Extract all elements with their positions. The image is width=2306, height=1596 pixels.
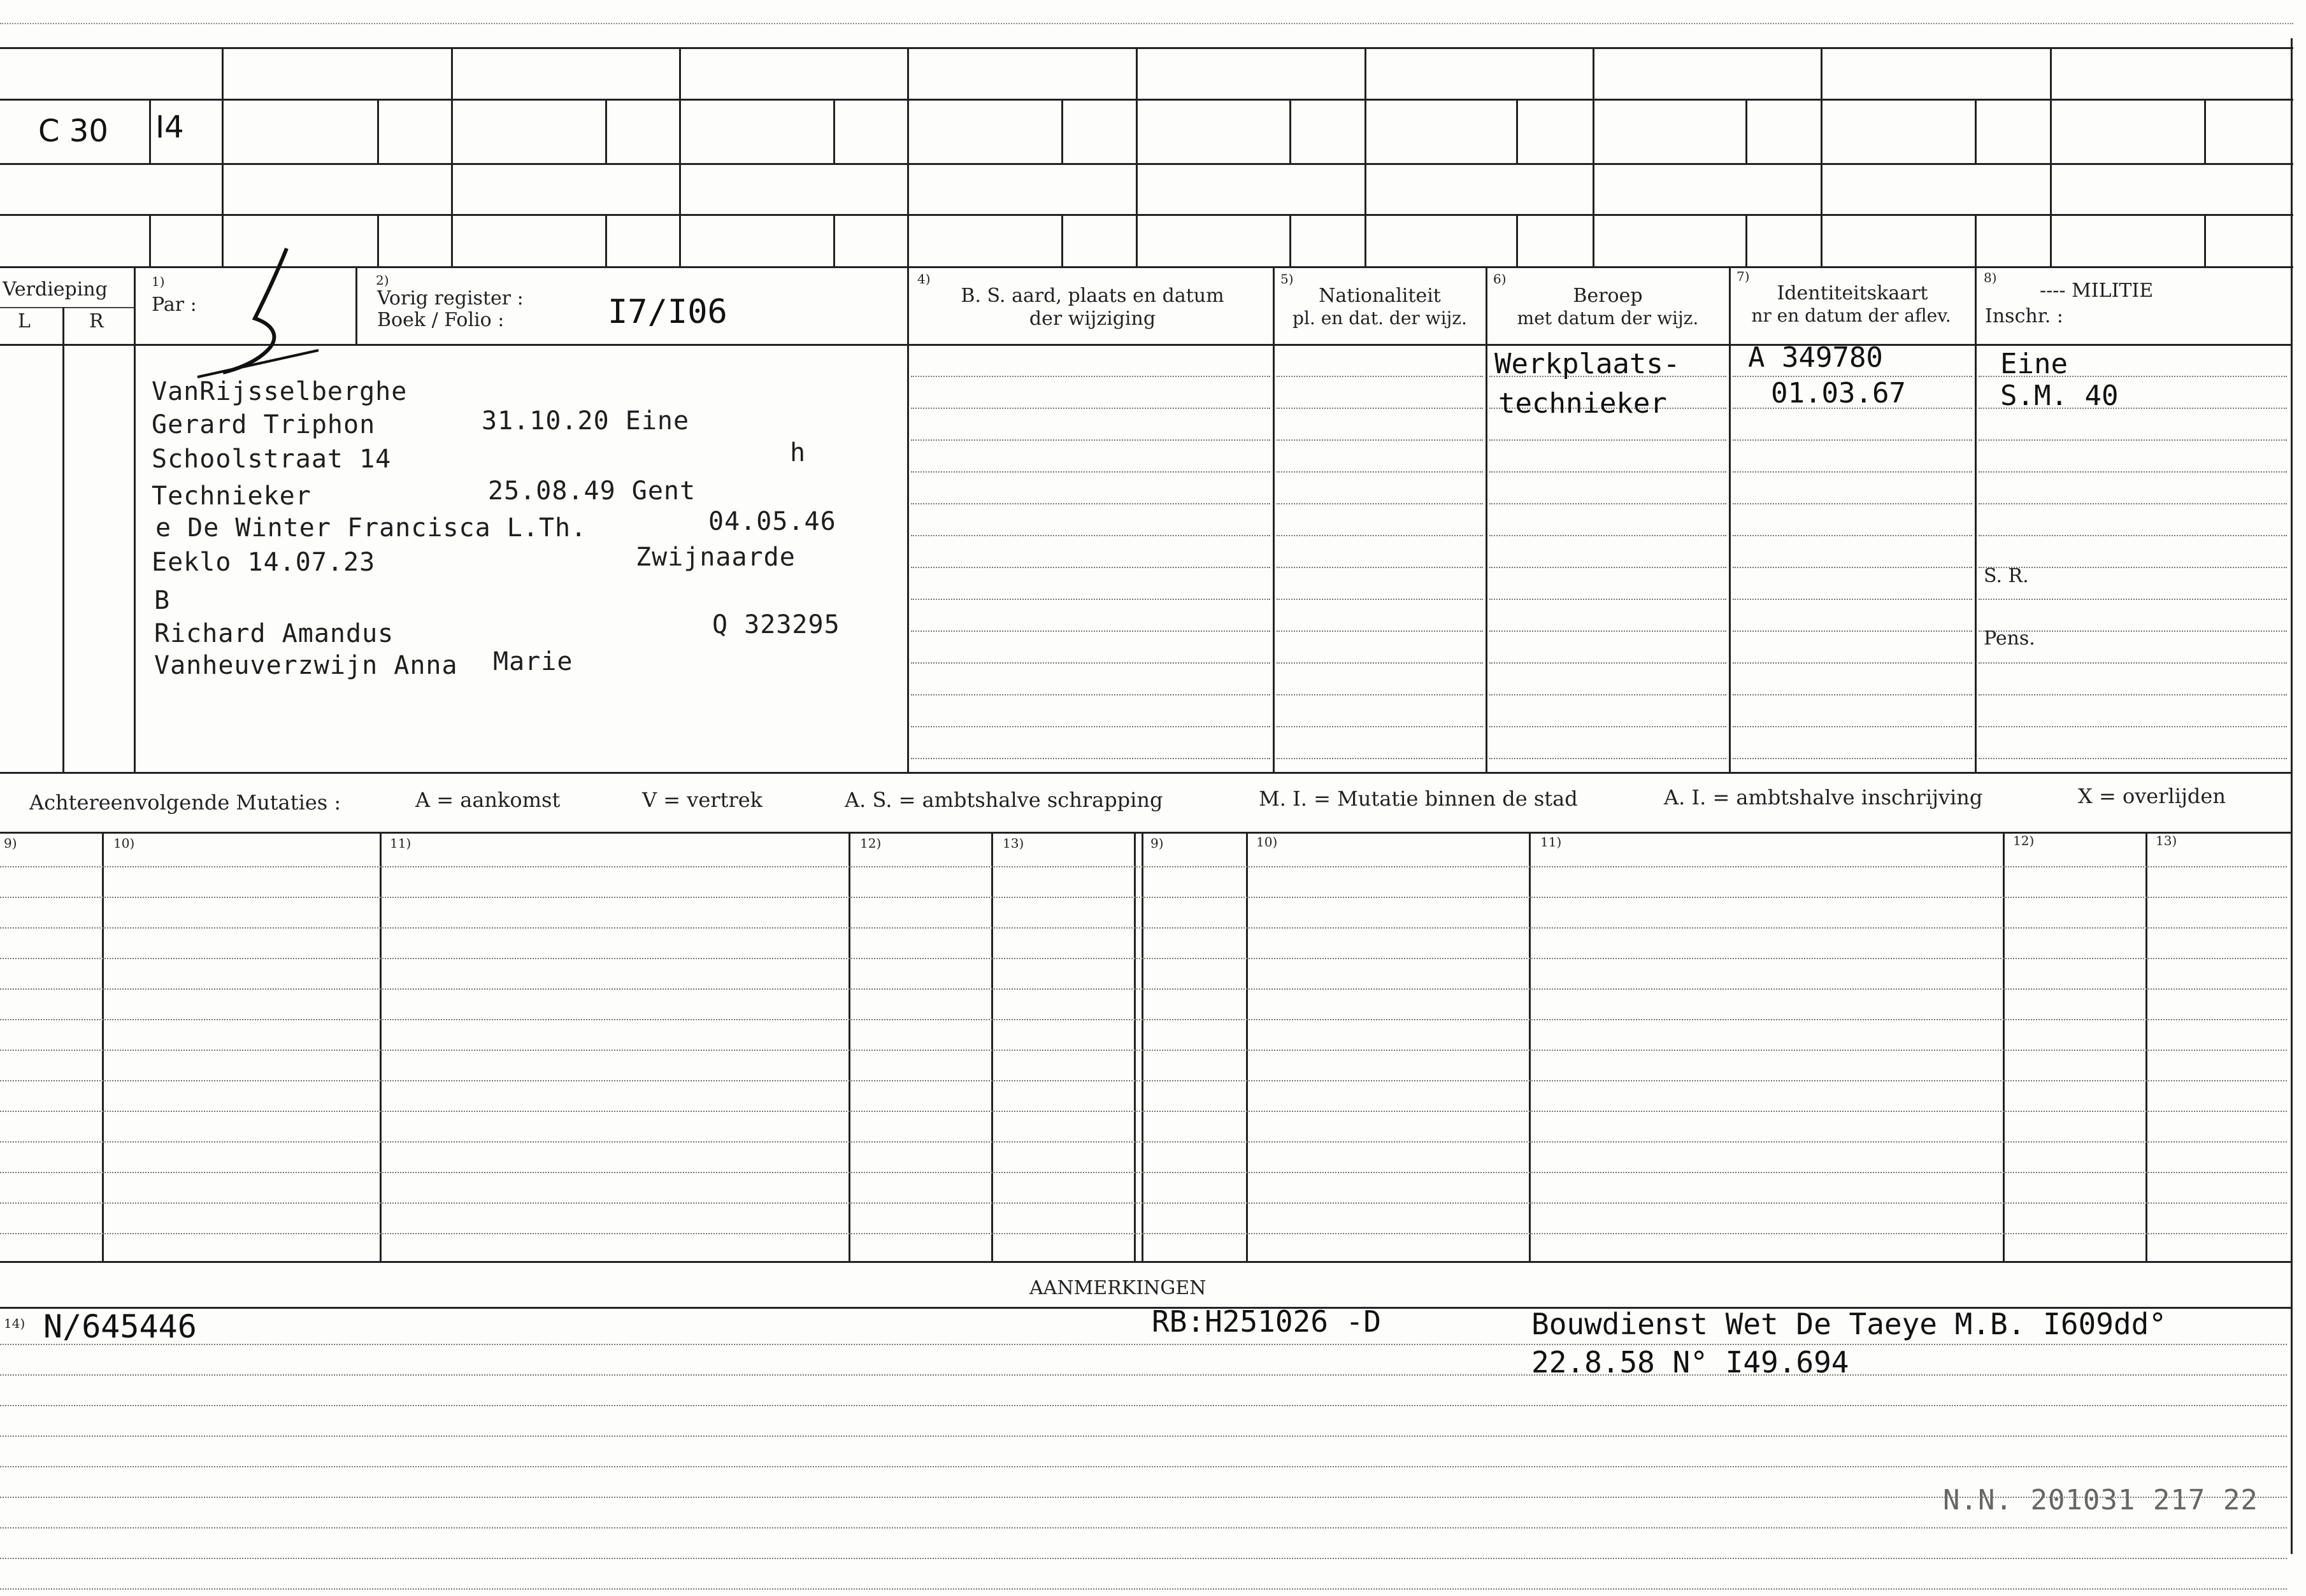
dotted-rule	[0, 866, 2287, 867]
dotted-rule	[0, 1527, 2287, 1528]
folio-value: I7/I06	[608, 293, 727, 331]
militie-number: 8)	[1984, 270, 1997, 285]
dotted-rule	[0, 927, 2287, 929]
nat-label-2: pl. en dat. der wijz.	[1293, 308, 1467, 329]
inschr-label: Inschr. :	[1985, 305, 2063, 327]
rb-code: RB:H251026 -D	[1152, 1304, 1382, 1339]
floor-left-label: L	[18, 310, 31, 332]
dotted-rule	[911, 567, 1270, 568]
par-number: 1)	[152, 274, 165, 289]
building-number: I4	[155, 110, 184, 145]
bs-label-2: der wijziging	[1029, 308, 1156, 330]
legend-mi: M. I. = Mutatie binnen de stad	[1259, 787, 1578, 811]
legend-v: V = vertrek	[642, 788, 763, 812]
dotted-rule	[1277, 726, 1483, 727]
dotted-rule	[1979, 694, 2287, 695]
dotted-rule	[1489, 439, 1726, 441]
dotted-rule	[0, 1588, 2287, 1590]
dotted-rule	[1489, 662, 1726, 664]
spouse-name: e De Winter Francisca L.Th.	[155, 513, 587, 543]
dotted-rule	[911, 376, 1270, 377]
militie-label: ---- MILITIE	[2040, 280, 2154, 302]
remarks-note-1: Bouwdienst Wet De Taeye M.B. I609dd°	[1531, 1307, 2166, 1341]
id-label-2: nr en datum der aflev.	[1751, 305, 1951, 326]
footer-code: N.N. 201031 217 22	[1943, 1484, 2258, 1516]
vorig-register-label: Vorig register :	[377, 287, 524, 310]
dotted-rule	[1277, 471, 1483, 473]
boek-folio-label: Boek / Folio :	[377, 309, 505, 331]
dotted-rule	[1979, 471, 2287, 473]
dotted-rule	[1733, 471, 1972, 473]
remarks-title: AANMERKINGEN	[1029, 1277, 1207, 1299]
dotted-rule	[0, 1344, 2287, 1345]
dotted-rule	[1733, 662, 1972, 664]
dotted-rule	[911, 631, 1270, 632]
dotted-rule	[1733, 726, 1972, 727]
dotted-rule	[1489, 758, 1726, 759]
connector-line	[191, 344, 331, 382]
mut-header-11a: 11)	[390, 836, 412, 851]
person-address: Schoolstraat 14	[152, 445, 392, 474]
beroep-label-1: Beroep	[1573, 285, 1643, 307]
dotted-rule	[1277, 631, 1483, 632]
beroep-label-2: met datum der wijz.	[1517, 308, 1699, 329]
mother-name: Vanheuverzwijn Anna	[154, 651, 458, 680]
child-code: Q 323295	[712, 610, 840, 639]
dotted-rule	[911, 503, 1270, 504]
dotted-rule	[911, 408, 1270, 409]
id-label-1: Identiteitskaart	[1777, 282, 1928, 304]
dotted-rule	[1489, 726, 1726, 727]
dotted-rule	[1277, 694, 1483, 695]
dotted-rule	[911, 535, 1270, 536]
dotted-rule	[1733, 439, 1972, 441]
spouse-birth: Eeklo 14.07.23	[152, 548, 376, 577]
dotted-rule	[1733, 567, 1972, 568]
dotted-rule	[1979, 535, 2287, 536]
person-b: B	[154, 586, 171, 615]
dotted-rule	[911, 662, 1270, 664]
person-birth: 31.10.20 Eine	[482, 406, 690, 436]
remarks-code: N/645446	[43, 1308, 197, 1345]
dotted-rule	[0, 1405, 2287, 1406]
sr-label: S. R.	[1984, 565, 2029, 587]
dotted-rule	[0, 1050, 2287, 1051]
dotted-rule	[0, 1172, 2287, 1173]
dotted-rule	[1277, 662, 1483, 664]
dotted-rule	[0, 1374, 2287, 1376]
dotted-rule	[0, 958, 2287, 959]
dotted-rule	[1733, 535, 1972, 536]
dotted-rule	[1489, 631, 1726, 632]
top-grid	[0, 0, 2306, 267]
dotted-rule	[1277, 535, 1483, 536]
verdieping-label: Verdieping	[3, 278, 108, 301]
person-job: Technieker	[152, 481, 312, 511]
dotted-rule	[1489, 471, 1726, 473]
remarks-note-2: 22.8.58 N° I49.694	[1531, 1345, 1849, 1379]
dotted-rule	[1733, 599, 1972, 600]
dotted-rule	[0, 1558, 2287, 1559]
mut-header-13a: 13)	[1003, 836, 1024, 851]
vorig-number: 2)	[376, 273, 389, 288]
mut-header-12b: 12)	[2013, 833, 2035, 848]
person-marriage: 25.08.49 Gent	[488, 476, 696, 506]
nat-number: 5)	[1280, 271, 1294, 287]
spouse-place: Zwijnaarde	[636, 543, 796, 572]
dotted-rule	[911, 694, 1270, 695]
mark-h: h	[790, 438, 806, 467]
mut-header-9b: 9)	[1150, 836, 1164, 851]
beroep-value-1: Werkplaats-	[1494, 348, 1680, 380]
dotted-rule	[0, 897, 2287, 898]
person-surname: VanRijsselberghe	[152, 377, 408, 406]
dotted-rule	[0, 1141, 2287, 1143]
mut-header-10b: 10)	[1256, 834, 1278, 850]
id-number: 7)	[1737, 269, 1750, 284]
dotted-rule	[0, 1019, 2287, 1020]
id-value-2: 01.03.67	[1771, 377, 1906, 410]
dotted-rule	[0, 1080, 2287, 1081]
dotted-rule	[1277, 599, 1483, 600]
dotted-rule	[911, 758, 1270, 759]
dotted-rule	[1277, 567, 1483, 568]
legend-x: X = overlijden	[2078, 784, 2226, 808]
dotted-rule	[0, 1466, 2287, 1467]
person-name: Gerard Triphon	[152, 410, 376, 439]
dotted-rule	[1733, 631, 1972, 632]
dotted-rule	[1489, 694, 1726, 695]
legend-as: A. S. = ambtshalve schrapping	[845, 788, 1163, 812]
dotted-rule	[1979, 599, 2287, 600]
dotted-rule	[1277, 408, 1483, 409]
dotted-rule	[1489, 535, 1726, 536]
mut-header-10a: 10)	[113, 836, 135, 851]
mut-header-12a: 12)	[860, 836, 882, 851]
dotted-rule	[1277, 439, 1483, 441]
dotted-rule	[1979, 662, 2287, 664]
dotted-rule	[911, 439, 1270, 441]
dotted-rule	[0, 1233, 2287, 1234]
child-name: Richard Amandus	[154, 619, 394, 648]
dotted-rule	[0, 1497, 2287, 1498]
dotted-rule	[1489, 503, 1726, 504]
dotted-rule	[1489, 567, 1726, 568]
remarks-number: 14)	[4, 1316, 25, 1331]
militie-value-1: Eine	[2000, 348, 2068, 380]
dotted-rule	[911, 726, 1270, 727]
dotted-rule	[1277, 503, 1483, 504]
floor-right-label: R	[89, 310, 104, 332]
dotted-rule	[0, 1202, 2287, 1204]
bs-label-1: B. S. aard, plaats en datum	[961, 285, 1224, 307]
beroep-number: 6)	[1493, 271, 1507, 287]
mut-header-9a: 9)	[4, 836, 17, 851]
dotted-rule	[1489, 599, 1726, 600]
pens-label: Pens.	[1984, 627, 2035, 650]
legend-a: A = aankomst	[415, 788, 561, 812]
dotted-rule	[1979, 439, 2287, 441]
dotted-rule	[911, 599, 1270, 600]
dotted-rule	[0, 1111, 2287, 1112]
legend-title: Achtereenvolgende Mutaties :	[29, 790, 341, 815]
mother-extra: Marie	[493, 647, 573, 676]
dotted-rule	[1979, 503, 2287, 504]
mut-header-11b: 11)	[1540, 834, 1562, 850]
dotted-rule	[1733, 503, 1972, 504]
spouse-date: 04.05.46	[708, 507, 836, 536]
dotted-rule	[0, 1436, 2287, 1437]
nat-label-1: Nationaliteit	[1319, 285, 1441, 307]
dotted-rule	[1979, 758, 2287, 759]
id-value-1: A 349780	[1748, 341, 1883, 374]
dotted-rule	[1277, 376, 1483, 377]
par-label: Par :	[152, 294, 197, 316]
beroep-value-2: technieker	[1498, 387, 1667, 420]
bs-number: 4)	[917, 271, 931, 287]
legend-ai: A. I. = ambtshalve inschrijving	[1664, 785, 1983, 809]
dotted-rule	[0, 988, 2287, 990]
dotted-rule	[1733, 694, 1972, 695]
dotted-rule	[1733, 758, 1972, 759]
building-code: C 30	[38, 113, 108, 149]
dotted-rule	[1979, 726, 2287, 727]
mut-header-13b: 13)	[2156, 833, 2177, 848]
dotted-rule	[911, 471, 1270, 473]
militie-value-2: S.M. 40	[2000, 380, 2119, 412]
dotted-rule	[1277, 758, 1483, 759]
